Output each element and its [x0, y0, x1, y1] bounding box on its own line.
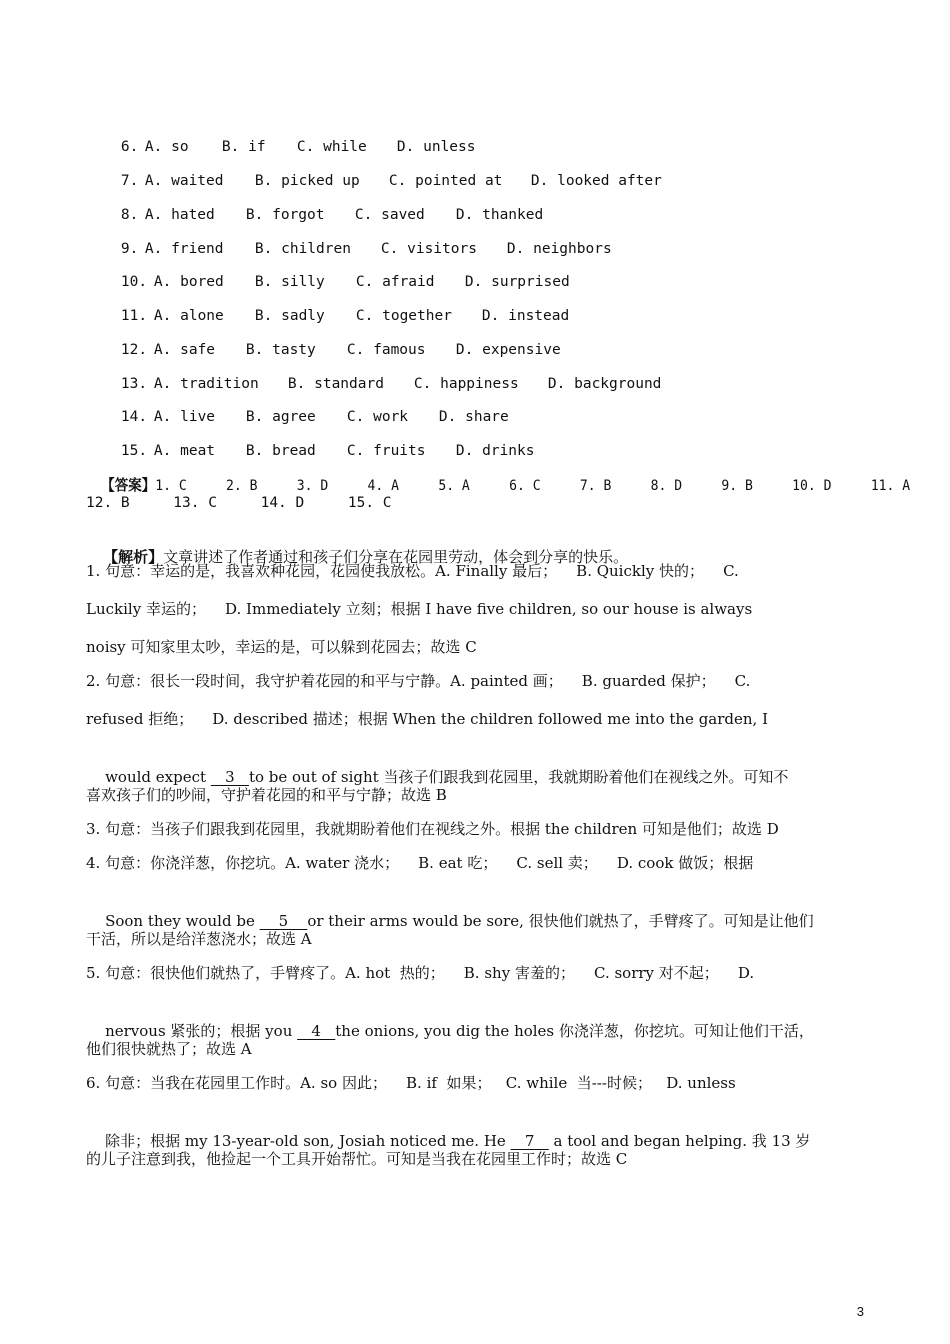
option-row-8: 8. A. hated B. forgot C. saved D. thanked	[120, 207, 544, 223]
analysis-line: 干活，所以是给洋葱浇水；故选 A	[86, 930, 312, 948]
analysis-line-blank-4: nervous 紧张的；根据 you 4 the onions, you dig the holes 你浇洋葱，你挖坑。可知让他们干活，	[105, 1022, 814, 1040]
blank-5: 5	[259, 912, 308, 930]
blank-7: 7	[510, 1132, 549, 1150]
analysis-line: 5. 句意：很快他们就热了，手臂疼了。A. hot 热的； B. shy 害羞的； C. sorry 对不起； D.	[86, 964, 755, 982]
option-row-11: 11. A. alone B. sadly C. together D. instead	[120, 308, 570, 324]
answer-keys-1: 1. C 2. B 3. D 4. A 5. A 6. C 7. B 8. D 9. B 10. D 11. A	[155, 478, 911, 494]
analysis-line-blank-3: would expect 3 to be out of sight 当孩子们跟我到花园里，我就期盼着他们在视线之外。可知不	[105, 768, 789, 786]
analysis-line: 1. 句意：幸运的是，我喜欢种花园，花园使我放松。A. Finally 最后； B. Quickly 快的； C.	[86, 562, 739, 580]
analysis-summary: 【解析】文章讲述了作者通过和孩子们分享在花园里劳动，体会到分享的快乐。	[103, 548, 629, 566]
analysis-label: 【解析】	[103, 548, 164, 566]
analysis-line: noisy 可知家里太吵，幸运的是，可以躲到花园去；故选 C	[86, 638, 477, 656]
option-row-15: 15. A. meat B. bread C. fruits D. drinks	[120, 443, 535, 459]
blank-3: 3	[210, 768, 249, 786]
option-row-6: 6. A. so B. if C. while D. unless	[120, 139, 476, 155]
option-row-12: 12. A. safe B. tasty C. famous D. expensive	[120, 342, 561, 358]
option-row-14: 14. A. live B. agree C. work D. share	[120, 409, 509, 425]
analysis-line-blank-7: 除非；根据 my 13-year-old son, Josiah noticed me. He 7 a tool and began helping. 我 13 岁	[105, 1132, 811, 1150]
analysis-line: Luckily 幸运的； D. Immediately 立刻；根据 I have five children, so our house is always	[86, 600, 753, 618]
option-row-13: 13. A. tradition B. standard C. happiness D. background	[120, 376, 662, 392]
option-row-10: 10. A. bored B. silly C. afraid D. surprised	[120, 274, 570, 290]
analysis-line: 2. 句意：很长一段时间，我守护着花园的和平与宁静。A. painted 画； B. guarded 保护； C.	[86, 672, 751, 690]
analysis-line: 他们很快就热了；故选 A	[86, 1040, 252, 1058]
analysis-line: 的儿子注意到我，他捡起一个工具开始帮忙。可知是当我在花园里工作时；故选 C	[86, 1150, 628, 1168]
answer-line-2: 12. B 13. C 14. D 15. C	[86, 495, 392, 511]
analysis-line-blank-5: Soon they would be 5 or their arms would be sore, 很快他们就热了，手臂疼了。可知是让他们	[105, 912, 814, 930]
blank-4: 4	[297, 1022, 336, 1040]
answer-label: 【答案】	[101, 476, 156, 494]
option-row-7: 7. A. waited B. picked up C. pointed at D. looked after	[120, 173, 662, 189]
analysis-line: 喜欢孩子们的吵闹，守护着花园的和平与宁静；故选 B	[86, 786, 447, 804]
page-number: 3	[856, 1304, 864, 1319]
analysis-line: 4. 句意：你浇洋葱，你挖坑。A. water 浇水； B. eat 吃； C. sell 卖； D. cook 做饭；根据	[86, 854, 754, 872]
option-row-9: 9. A. friend B. children C. visitors D. neighbors	[120, 241, 612, 257]
analysis-line: 3. 句意：当孩子们跟我到花园里，我就期盼着他们在视线之外。根据 the children 可知是他们；故选 D	[86, 820, 779, 838]
analysis-line: 6. 句意：当我在花园里工作时。A. so 因此； B. if 如果； C. while 当---时候； D. unless	[86, 1074, 736, 1092]
analysis-line: refused 拒绝； D. described 描述；根据 When the children followed me into the garden, I	[86, 710, 769, 728]
